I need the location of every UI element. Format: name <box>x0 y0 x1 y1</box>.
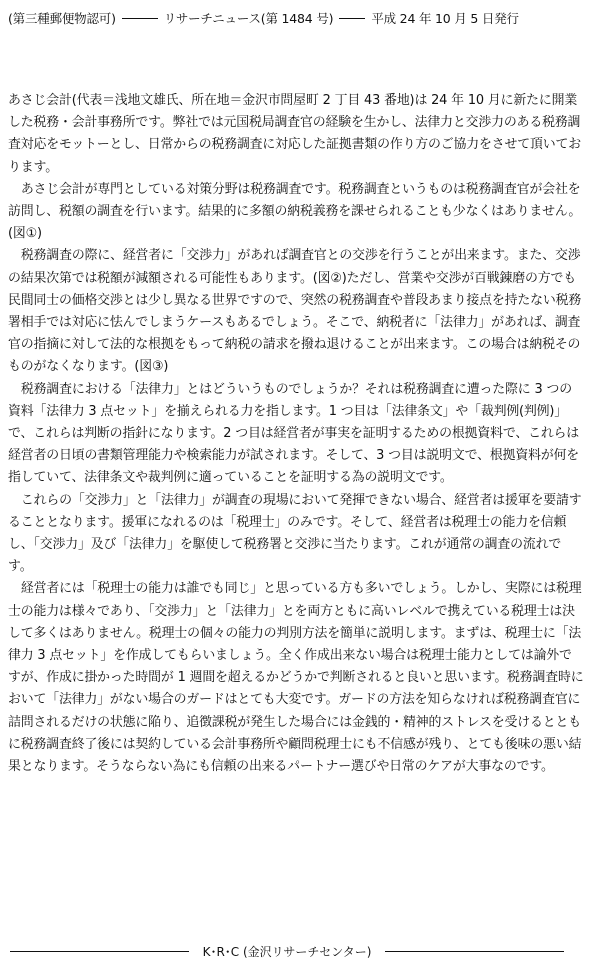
paragraph-legal-power: 税務調査における「法律力」とはどういうものでしょうか？それは税務調査に遭った際に 3 つの資料「法律力 3 点セット」を揃えられる力を指します。1 つ目は「法律条文」や「裁判例(判例)」で、これらは判断の指針になります。2 つ目は経営者が事実を証明するための根拠資料で、これらは経営者の日頃の書類管理能力や検索能力が試されます。そして、3 つ目は説明文で、根拠資料が何を指していて、法律条文や裁判例に適っていることを証明する為の説明文です。 <box>8 381 580 486</box>
newsletter-header <box>8 9 584 27</box>
issue-date: 平成 24 年 10 月 5 日発行 <box>371 11 519 26</box>
footer-rule-left <box>10 951 189 952</box>
header-dash-2 <box>339 18 365 19</box>
paragraph-intro: あさじ会計(代表＝浅地文雄氏、所在地＝金沢市問屋町 2 丁目 43 番地)は 24 年 10 月に新たに開業した税務・会計事務所です。弊社では元国税局調査官の経験を生かし、法律力と交渉力のある税務調査対応をモットーとし、日常からの税務調査に対応した証拠書類の作り方のご協力をさせて頂いております。 <box>8 93 581 175</box>
footer-rule-right <box>385 951 564 952</box>
newsletter-title: リサーチニュース(第 1484 号) <box>163 11 334 26</box>
article-body <box>8 90 584 778</box>
paragraph-specialty: あさじ会計が専門としている対策分野は税務調査です。税務調査というものは税務調査官が会社を訪問し、税額の調査を行います。結果的に多額の納税義務を課せられることも少なくはありません。(図①) <box>8 181 582 242</box>
header-dash-1 <box>122 18 158 19</box>
paragraph-reinforcement: これらの「交渉力」と「法律力」が調査の現場において発揮できない場合、経営者は援軍を要請することとなります。援軍になれるのは「税理士」のみです。そして、経営者は税理士の能力を信頼し、「交渉力」及び「法律力」を駆使して税務署と交渉に当たります。これが通常の調査の流れです。 <box>8 492 582 575</box>
footer-organization: K･R･C (金沢リサーチセンター) <box>202 945 372 959</box>
paragraph-negotiation: 税務調査の際に、経営者に「交渉力」があれば調査官との交渉を行うことが出来ます。また、交渉の結果次第では税額が減額される可能性もあります。(図②)ただし、営業や交渉が百戦錬磨の方でも民間同士の価格交渉とは少し異なる世界ですので、突然の税務調査や普段あまり接点を持たない税務署相手では対応に怯んでしまうケースもあるでしょう。そこで、納税者に「法律力」があれば、調査官の指摘に対して法的な根拠をもって納税の請求を撥ね退けることが出来ます。この場合は納税そのものがなくなります。(図③) <box>8 248 582 375</box>
paragraph-tax-accountant: 経営者には「税理士の能力は誰でも同じ」と思っている方も多いでしょう。しかし、実際には税理士の能力は様々であり、「交渉力」と「法律力」とを両方ともに高いレベルで携えている税理士は決して多くはありません。税理士の個々の能力の判別方法を簡単に説明します。まずは、税理士に「法律力 3 点セット」を作成してもらいましょう。全く作成出来ない場合は税理士能力としては論外ですが、作成に掛かった時間が 1 週間を超えるかどうかで判断されると良いと思います。税務調査時において「法律力」がない場合のガードはとても大変です。ガードの方法を知らなければ税務調査官に詰問されるだけの状態に陥り、追徴課税が発生した場合には金銭的・精神的ストレスを受けるとともに税務調査終了後には契約している会計事務所や顧問税理士にも不信感が残り、とても後味の悪い結果となります。そうならない為にも信頼の出来るパートナー選びや日常のケアが大事なのです。 <box>8 581 584 775</box>
postal-permit: (第三種郵便物認可) <box>8 11 116 26</box>
newsletter-footer <box>8 943 584 960</box>
